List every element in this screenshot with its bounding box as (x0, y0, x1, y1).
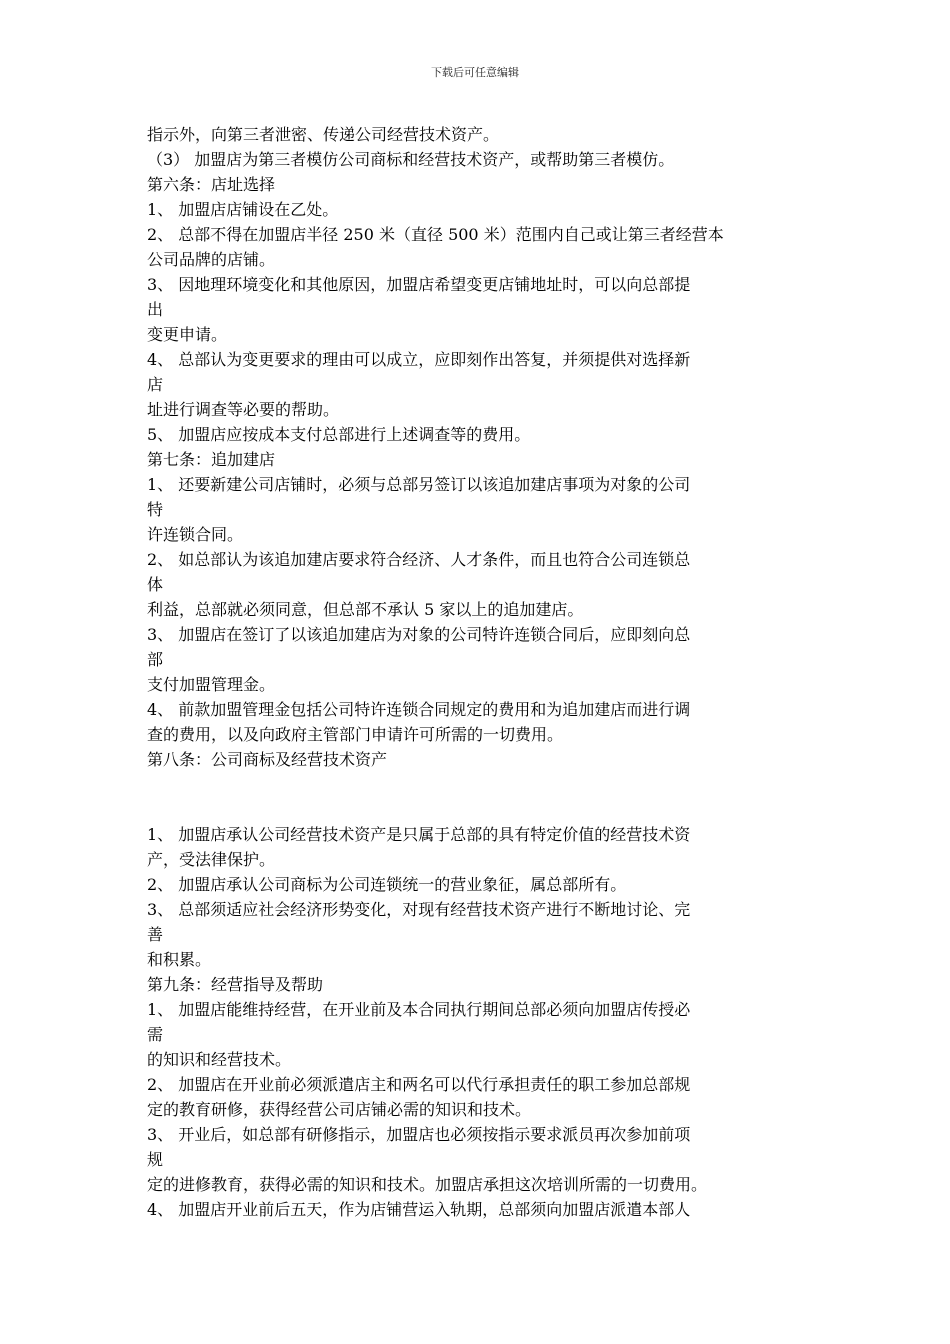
text-line: 4、 前款加盟管理金包括公司特许连锁合同规定的费用和为追加建店而进行调 (147, 700, 691, 719)
text-line: 善 (147, 925, 164, 944)
text-line: 和积累。 (147, 950, 212, 969)
text-line: （3） 加盟店为第三者模仿公司商标和经营技术资产，或帮助第三者模仿。 (147, 150, 675, 169)
text-line: 许连锁合同。 (147, 525, 244, 544)
text-line: 支付加盟管理金。 (147, 675, 276, 694)
text-line: 定的教育研修，获得经营公司店铺必需的知识和技术。 (147, 1100, 532, 1119)
blank-line (147, 772, 812, 797)
text-line: 第七条：追加建店 (147, 450, 276, 469)
text-line: 2、 总部不得在加盟店半径 250 米（直径 500 米）范围内自己或让第三者经营本 (147, 225, 724, 244)
text-line: 公司品牌的店铺。 (147, 250, 276, 269)
text-line: 查的费用，以及向政府主管部门申请许可所需的一切费用。 (147, 725, 564, 744)
text-line: 店 (147, 375, 164, 394)
text-line: 指示外，向第三者泄密、传递公司经营技术资产。 (147, 125, 500, 144)
text-line: 1、 还要新建公司店铺时，必须与总部另签订以该追加建店事项为对象的公司 (147, 475, 691, 494)
text-line: 1、 加盟店承认公司经营技术资产是只属于总部的具有特定价值的经营技术资 (147, 825, 691, 844)
text-line: 1、 加盟店店铺设在乙处。 (147, 200, 339, 219)
document-body (147, 122, 812, 1222)
text-line: 利益，总部就必须同意，但总部不承认 5 家以上的追加建店。 (147, 600, 584, 619)
blank-line (147, 797, 812, 822)
text-line: 规 (147, 1150, 164, 1169)
text-line: 的知识和经营技术。 (147, 1050, 292, 1069)
text-line: 产，受法律保护。 (147, 850, 276, 869)
text-line: 定的进修教育，获得必需的知识和技术。加盟店承担这次培训所需的一切费用。 (147, 1175, 708, 1194)
text-line: 3、 开业后，如总部有研修指示，加盟店也必须按指示要求派员再次参加前项 (147, 1125, 691, 1144)
text-line: 4、 加盟店开业前后五天，作为店铺营运入轨期，总部须向加盟店派遣本部人 (147, 1200, 691, 1219)
page-header: 下载后可任意编辑 (431, 66, 519, 79)
text-line: 体 (147, 575, 164, 594)
text-line: 1、 加盟店能维持经营，在开业前及本合同执行期间总部必须向加盟店传授必 (147, 1000, 691, 1019)
text-line: 2、 如总部认为该追加建店要求符合经济、人才条件，而且也符合公司连锁总 (147, 550, 691, 569)
text-line: 特 (147, 500, 164, 519)
text-line: 第八条：公司商标及经营技术资产 (147, 750, 388, 769)
text-line: 3、 因地理环境变化和其他原因，加盟店希望变更店铺地址时，可以向总部提 (147, 275, 691, 294)
text-line: 变更申请。 (147, 325, 228, 344)
text-line: 5、 加盟店应按成本支付总部进行上述调查等的费用。 (147, 425, 531, 444)
text-line: 需 (147, 1025, 164, 1044)
text-line: 部 (147, 650, 164, 669)
text-line: 3、 总部须适应社会经济形势变化，对现有经营技术资产进行不断地讨论、完 (147, 900, 691, 919)
text-line: 4、 总部认为变更要求的理由可以成立，应即刻作出答复，并须提供对选择新 (147, 350, 691, 369)
text-line: 2、 加盟店承认公司商标为公司连锁统一的营业象征，属总部所有。 (147, 875, 627, 894)
text-line: 第六条：店址选择 (147, 175, 276, 194)
text-line: 出 (147, 300, 164, 319)
text-line: 址进行调查等必要的帮助。 (147, 400, 340, 419)
text-line: 3、 加盟店在签订了以该追加建店为对象的公司特许连锁合同后，应即刻向总 (147, 625, 691, 644)
text-line: 第九条：经营指导及帮助 (147, 975, 324, 994)
text-line: 2、 加盟店在开业前必须派遣店主和两名可以代行承担责任的职工参加总部规 (147, 1075, 691, 1094)
